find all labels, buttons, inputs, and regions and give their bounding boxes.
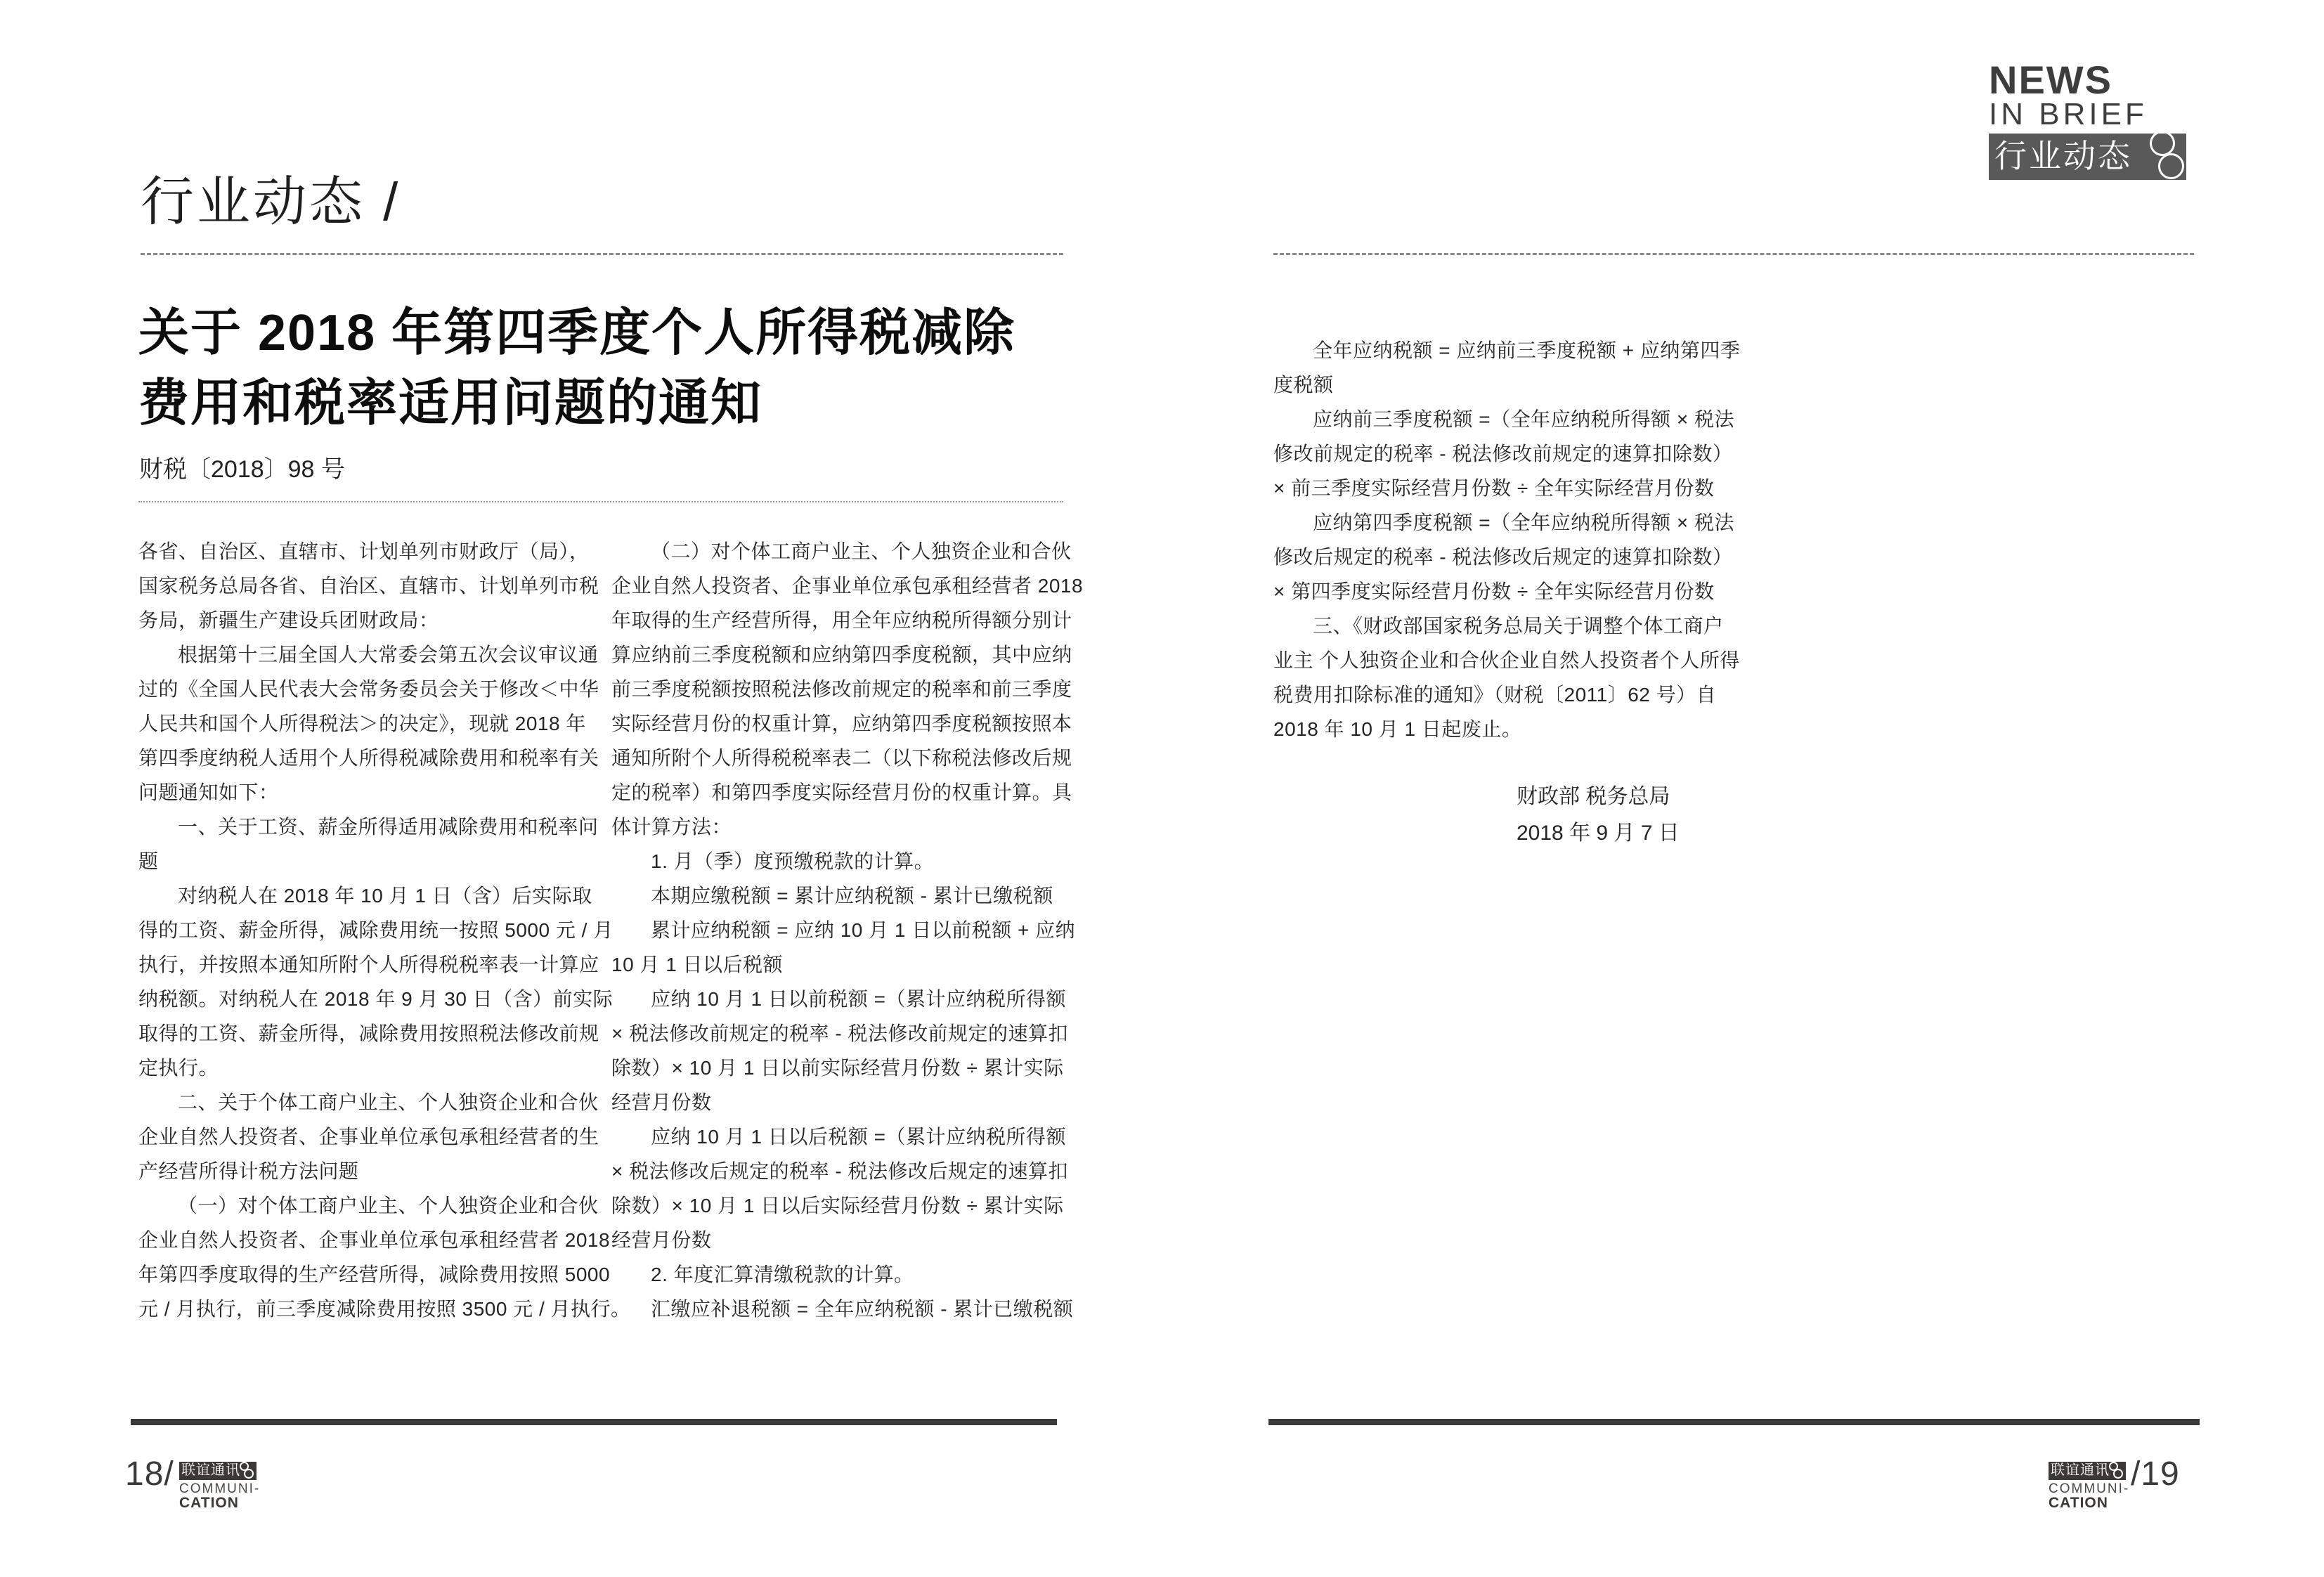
text-line: 对纳税人在 2018 年 10 月 1 日（含）后实际取 — [178, 885, 592, 907]
text-line: 2. 年度汇算清缴税款的计算。 — [651, 1264, 914, 1285]
overlapping-circles-icon — [2150, 131, 2175, 156]
text-line: 务局，新疆生产建设兵团财政局： — [138, 609, 439, 631]
text-line: 本期应缴税额 = 累计应纳税额 - 累计已缴税额 — [651, 885, 1053, 907]
text-line: 企业自然人投资者、企事业单位承包承租经营者 2018 — [138, 1229, 611, 1251]
text-line: 年第四季度取得的生产经营所得，减除费用按照 5000 — [138, 1264, 611, 1285]
text-line: 应纳前三季度税额 =（全年应纳税所得额 × 税法 — [1313, 408, 1735, 430]
signature-block — [1517, 779, 1680, 852]
text-line: 根据第十三届全国人大常委会第五次会议审议通 — [178, 644, 599, 666]
overlapping-circles-icon — [244, 1469, 254, 1479]
text-line: 1. 月（季）度预缴税款的计算。 — [651, 850, 935, 872]
document-number: 财税〔2018〕98 号 — [139, 456, 345, 483]
text-line: 通知所附个人所得税税率表二（以下称税法修改后规 — [611, 747, 1072, 769]
text-line: × 税法修改后规定的税率 - 税法修改后规定的速算扣 — [611, 1160, 1069, 1182]
news-in-brief-word1: NEWS — [1989, 58, 2112, 102]
publisher-logo-cn: 联谊通讯 — [181, 1462, 240, 1478]
page-number-right: /19 — [2131, 1455, 2180, 1493]
text-line: 实际经营月份的权重计算，应纳第四季度税额按照本 — [611, 713, 1072, 734]
text-line: 问题通知如下： — [138, 781, 279, 803]
text-line: 一、关于工资、薪金所得适用减除费用和税率问 — [178, 816, 599, 838]
news-in-brief-cn-box — [1989, 134, 2186, 180]
publisher-logo-left — [179, 1462, 292, 1510]
body-column-2 — [611, 534, 1084, 1326]
text-line: 经营月份数 — [611, 1229, 712, 1251]
text-line: 经营月份数 — [611, 1091, 712, 1113]
publisher-logo-en-line2: CATION — [179, 1495, 239, 1511]
text-line: 题 — [138, 850, 159, 872]
text-line: 算应纳前三季度税额和应纳第四季度税额，其中应纳 — [611, 644, 1072, 666]
text-line: 除数）× 10 月 1 日以前实际经营月份数 ÷ 累计实际 — [611, 1057, 1064, 1079]
text-line: 除数）× 10 月 1 日以后实际经营月份数 ÷ 累计实际 — [611, 1195, 1064, 1216]
text-line: 修改前规定的税率 - 税法修改前规定的速算扣除数） — [1273, 443, 1733, 465]
text-line: 纳税额。对纳税人在 2018 年 9 月 30 日（含）前实际 — [138, 988, 614, 1010]
text-line: 人民共和国个人所得税法＞的决定》，现就 2018 年 — [138, 713, 586, 734]
text-line: 企业自然人投资者、企事业单位承包承租经营者 2018 — [611, 575, 1084, 597]
text-line: 年取得的生产经营所得，用全年应纳税所得额分别计 — [611, 609, 1072, 631]
publisher-logo-box — [179, 1462, 257, 1480]
text-line: 三、《财政部国家税务总局关于调整个体工商户 — [1313, 615, 1724, 637]
text-line: 执行，并按照本通知所附个人所得税税率表一计算应 — [138, 954, 599, 975]
text-line: 全年应纳税额 = 应纳前三季度税额 + 应纳第四季 — [1313, 339, 1741, 361]
header-dashed-divider-left — [141, 253, 1063, 255]
text-line: 汇缴应补退税额 = 全年应纳税额 - 累计已缴税额 — [651, 1298, 1074, 1320]
publisher-logo-en-line1: COMMUNI- — [179, 1481, 261, 1496]
publisher-logo-box — [2049, 1462, 2126, 1480]
text-line: 前三季度税额按照税法修改前规定的税率和前三季度 — [611, 678, 1072, 700]
text-line: 得的工资、薪金所得，减除费用统一按照 5000 元 / 月 — [138, 919, 614, 941]
body-column-3 — [1273, 333, 1741, 746]
text-line: 修改后规定的税率 - 税法修改后规定的速算扣除数） — [1273, 546, 1733, 568]
text-line: 定的税率）和第四季度实际经营月份的权重计算。具 — [611, 781, 1072, 803]
text-line: 应纳 10 月 1 日以后税额 =（累计应纳税所得额 — [651, 1126, 1066, 1148]
overlapping-circles-icon — [2158, 153, 2184, 179]
text-line: （一）对个体工商户业主、个人独资企业和合伙 — [178, 1195, 599, 1216]
subtitle-dotted-divider — [138, 501, 1063, 502]
text-line: 产经营所得计税方法问题 — [138, 1160, 359, 1182]
publisher-logo-cn: 联谊通讯 — [2051, 1462, 2110, 1478]
news-in-brief-logo — [1989, 58, 2200, 174]
text-line: 累计应纳税额 = 应纳 10 月 1 日以前税额 + 应纳 — [651, 919, 1076, 941]
news-in-brief-cn-label: 行业动态 — [1994, 138, 2132, 174]
text-line: × 税法修改前规定的税率 - 税法修改前规定的速算扣 — [611, 1023, 1069, 1044]
signature-date: 2018 年 9 月 7 日 — [1517, 822, 1680, 845]
footer-bar-right — [1268, 1419, 2200, 1425]
text-line: 业主 个人独资企业和合伙企业自然人投资者个人所得 — [1273, 649, 1740, 671]
text-line: 定执行。 — [138, 1057, 219, 1079]
text-line: 税费用扣除标准的通知》（财税〔2011〕62 号）自 — [1273, 684, 1717, 706]
text-line: 国家税务总局各省、自治区、直辖市、计划单列市税 — [138, 575, 599, 597]
text-line: × 前三季度实际经营月份数 ÷ 全年实际经营月份数 — [1273, 477, 1715, 499]
text-line: （二）对个体工商户业主、个人独资企业和合伙 — [651, 540, 1072, 562]
text-line: 过的《全国人民代表大会常务委员会关于修改＜中华 — [138, 678, 599, 700]
page-number-left: 18/ — [125, 1455, 174, 1493]
article-title-line1: 关于 2018 年第四季度个人所得税减除 — [138, 305, 1016, 361]
text-line: 应纳 10 月 1 日以前税额 =（累计应纳税所得额 — [651, 988, 1066, 1010]
section-title: 行业动态 / — [141, 172, 401, 232]
publisher-logo-en-line1: COMMUNI- — [2049, 1481, 2130, 1496]
publisher-logo-en-line2: CATION — [2049, 1495, 2108, 1511]
text-line: 2018 年 10 月 1 日起废止。 — [1273, 718, 1522, 740]
text-line: 第四季度纳税人适用个人所得税减除费用和税率有关 — [138, 747, 599, 769]
footer-bar-left — [131, 1419, 1057, 1425]
text-line: 取得的工资、薪金所得，减除费用按照税法修改前规 — [138, 1023, 599, 1044]
article-title-line2: 费用和税率适用问题的通知 — [138, 375, 763, 431]
text-line: 10 月 1 日以后税额 — [611, 954, 784, 975]
text-line: 体计算方法： — [611, 816, 732, 838]
text-line: 度税额 — [1273, 374, 1334, 396]
text-line: 各省、自治区、直辖市、计划单列市财政厅（局）， — [138, 540, 590, 562]
text-line: × 第四季度实际经营月份数 ÷ 全年实际经营月份数 — [1273, 580, 1715, 602]
news-in-brief-word2: IN BRIEF — [1989, 97, 2148, 131]
overlapping-circles-icon — [2113, 1469, 2123, 1479]
text-line: 企业自然人投资者、企事业单位承包承租经营者的生 — [138, 1126, 599, 1148]
signature-issuer: 财政部 税务总局 — [1517, 785, 1670, 808]
body-column-1 — [138, 534, 631, 1326]
header-dashed-divider-right — [1273, 253, 2194, 255]
text-line: 二、关于个体工商户业主、个人独资企业和合伙 — [178, 1091, 599, 1113]
text-line: 元 / 月执行，前三季度减除费用按照 3500 元 / 月执行。 — [138, 1298, 631, 1320]
text-line: 应纳第四季度税额 =（全年应纳税所得额 × 税法 — [1313, 512, 1735, 533]
